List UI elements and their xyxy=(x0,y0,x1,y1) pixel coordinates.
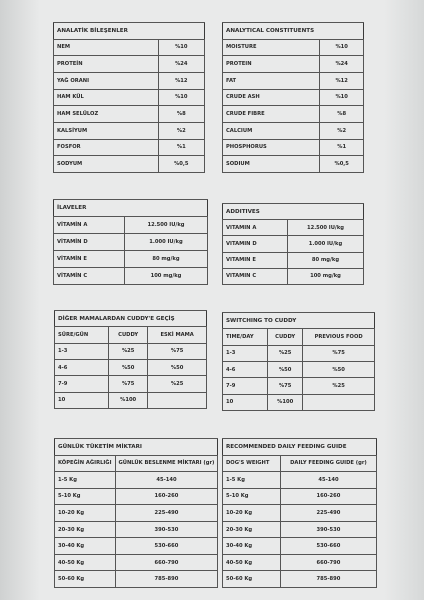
weight-cell: 1-5 Kg xyxy=(223,472,281,489)
table-title: ADDITIVES xyxy=(223,204,364,220)
row-label: SODYUM xyxy=(54,156,159,173)
row-value: %8 xyxy=(320,106,364,123)
new-food-cell: %25 xyxy=(109,343,148,359)
weight-cell: 5-10 Kg xyxy=(223,488,281,505)
table-title: ANALATİK BİLEŞENLER xyxy=(54,23,205,40)
english-additives-table xyxy=(222,203,364,285)
row-value: %10 xyxy=(158,89,204,106)
table-title: ANALYTICAL CONSTITUENTS xyxy=(223,23,364,40)
column-header: PREVIOUS FOOD xyxy=(303,329,375,345)
column-header: DAILY FEEDING GUIDE (gr) xyxy=(280,455,376,472)
amount-cell: 225-490 xyxy=(280,505,376,522)
column-header: CUDDY xyxy=(109,327,148,343)
column-header: DOG'S WEIGHT xyxy=(223,455,281,472)
amount-cell: 660-790 xyxy=(280,554,376,571)
row-label: FAT xyxy=(223,72,320,89)
column-header: CUDDY xyxy=(268,329,303,345)
column-header: SÜRE/GÜN xyxy=(55,327,109,343)
row-value: %10 xyxy=(320,89,364,106)
row-value: 12.500 IU/kg xyxy=(287,220,363,236)
period-cell: 10 xyxy=(223,394,268,410)
row-label: HAM KÜL xyxy=(54,89,159,106)
new-food-cell: %50 xyxy=(109,359,148,375)
row-label: YAĞ ORANI xyxy=(54,72,159,89)
row-label: KALSİYUM xyxy=(54,122,159,139)
row-value: %8 xyxy=(158,106,204,123)
row-value: %10 xyxy=(158,39,204,56)
weight-cell: 20-30 Kg xyxy=(55,521,116,538)
weight-cell: 1-5 Kg xyxy=(55,472,116,489)
amount-cell: 660-790 xyxy=(115,554,218,571)
row-label: CALCIUM xyxy=(223,122,320,139)
turkish-switching-table xyxy=(54,310,207,409)
row-label: VITAMIN A xyxy=(223,220,288,236)
weight-cell: 30-40 Kg xyxy=(223,538,281,555)
amount-cell: 160-260 xyxy=(115,488,218,505)
turkish-feeding-table xyxy=(54,438,218,588)
weight-cell: 20-30 Kg xyxy=(223,521,281,538)
turkish-analysis-table xyxy=(53,22,205,173)
new-food-cell: %75 xyxy=(109,376,148,392)
weight-cell: 40-50 Kg xyxy=(55,554,116,571)
amount-cell: 785-890 xyxy=(115,571,218,588)
row-value: %12 xyxy=(320,72,364,89)
weight-cell: 10-20 Kg xyxy=(55,505,116,522)
row-label: CRUDE ASH xyxy=(223,89,320,106)
period-cell: 7-9 xyxy=(223,378,268,394)
row-value: 12.500 IU/kg xyxy=(124,217,207,234)
column-header: ESKİ MAMA xyxy=(148,327,207,343)
row-value: 1.000 IU/kg xyxy=(124,234,207,251)
column-header: KÖPEĞİN AĞIRLIĞI xyxy=(55,455,116,472)
row-label: CRUDE FIBRE xyxy=(223,106,320,123)
weight-cell: 10-20 Kg xyxy=(223,505,281,522)
row-label: VİTAMİN E xyxy=(54,251,125,268)
row-value: %2 xyxy=(320,122,364,139)
row-value: %1 xyxy=(320,139,364,156)
old-food-cell: %75 xyxy=(148,343,207,359)
amount-cell: 785-890 xyxy=(280,571,376,588)
new-food-cell: %100 xyxy=(268,394,303,410)
row-value: %24 xyxy=(158,56,204,73)
row-value: %0,5 xyxy=(320,156,364,173)
row-label: VİTAMİN C xyxy=(54,268,125,285)
weight-cell: 50-60 Kg xyxy=(223,571,281,588)
table-title: DİĞER MAMALARDAN CUDDY'E GEÇİŞ xyxy=(55,311,207,327)
period-cell: 7-9 xyxy=(55,376,109,392)
english-analysis-table xyxy=(222,22,364,173)
table-title: İLAVELER xyxy=(54,200,208,217)
english-switching-table xyxy=(222,312,375,411)
row-label: VITAMIN D xyxy=(223,236,288,252)
new-food-cell: %25 xyxy=(268,345,303,361)
row-label: PROTEİN xyxy=(54,56,159,73)
row-label: HAM SELÜLOZ xyxy=(54,106,159,123)
period-cell: 10 xyxy=(55,392,109,408)
column-header: GÜNLÜK BESLENME MİKTARI (gr) xyxy=(115,455,218,472)
period-cell: 4-6 xyxy=(223,361,268,377)
table-title: SWITCHING TO CUDDY xyxy=(223,313,375,329)
english-feeding-table xyxy=(222,438,377,588)
row-value: 80 mg/kg xyxy=(124,251,207,268)
old-food-cell xyxy=(303,394,375,410)
row-label: NEM xyxy=(54,39,159,56)
row-label: VITAMIN E xyxy=(223,252,288,268)
row-label: VITAMIN C xyxy=(223,268,288,284)
amount-cell: 160-260 xyxy=(280,488,376,505)
turkish-additives-table xyxy=(53,199,208,285)
period-cell: 1-3 xyxy=(55,343,109,359)
row-label: SODIUM xyxy=(223,156,320,173)
row-label: PHOSPHORUS xyxy=(223,139,320,156)
period-cell: 1-3 xyxy=(223,345,268,361)
old-food-cell: %25 xyxy=(148,376,207,392)
old-food-cell xyxy=(148,392,207,408)
new-food-cell: %75 xyxy=(268,378,303,394)
weight-cell: 30-40 Kg xyxy=(55,538,116,555)
amount-cell: 225-490 xyxy=(115,505,218,522)
row-value: %2 xyxy=(158,122,204,139)
amount-cell: 45-140 xyxy=(115,472,218,489)
weight-cell: 50-60 Kg xyxy=(55,571,116,588)
row-value: 100 mg/kg xyxy=(124,268,207,285)
old-food-cell: %50 xyxy=(148,359,207,375)
right-edge-shadow xyxy=(384,0,424,600)
table-title: GÜNLÜK TÜKETİM MİKTARI xyxy=(55,439,218,456)
table-title: RECOMMENDED DAILY FEEDING GUIDE xyxy=(223,439,377,456)
weight-cell: 40-50 Kg xyxy=(223,554,281,571)
row-value: 80 mg/kg xyxy=(287,252,363,268)
weight-cell: 5-10 Kg xyxy=(55,488,116,505)
row-value: %0,5 xyxy=(158,156,204,173)
row-label: MOISTURE xyxy=(223,39,320,56)
row-value: %10 xyxy=(320,39,364,56)
row-value: %24 xyxy=(320,56,364,73)
row-value: 1.000 IU/kg xyxy=(287,236,363,252)
row-label: VİTAMİN D xyxy=(54,234,125,251)
amount-cell: 45-140 xyxy=(280,472,376,489)
row-label: PROTEIN xyxy=(223,56,320,73)
old-food-cell: %75 xyxy=(303,345,375,361)
row-label: FOSFOR xyxy=(54,139,159,156)
new-food-cell: %50 xyxy=(268,361,303,377)
new-food-cell: %100 xyxy=(109,392,148,408)
amount-cell: 530-660 xyxy=(280,538,376,555)
amount-cell: 390-530 xyxy=(115,521,218,538)
left-edge-shadow xyxy=(0,0,40,600)
row-value: %12 xyxy=(158,72,204,89)
period-cell: 4-6 xyxy=(55,359,109,375)
old-food-cell: %50 xyxy=(303,361,375,377)
amount-cell: 530-660 xyxy=(115,538,218,555)
row-value: 100 mg/kg xyxy=(287,268,363,284)
row-label: VİTAMİN A xyxy=(54,217,125,234)
old-food-cell: %25 xyxy=(303,378,375,394)
row-value: %1 xyxy=(158,139,204,156)
column-header: TIME/DAY xyxy=(223,329,268,345)
amount-cell: 390-530 xyxy=(280,521,376,538)
